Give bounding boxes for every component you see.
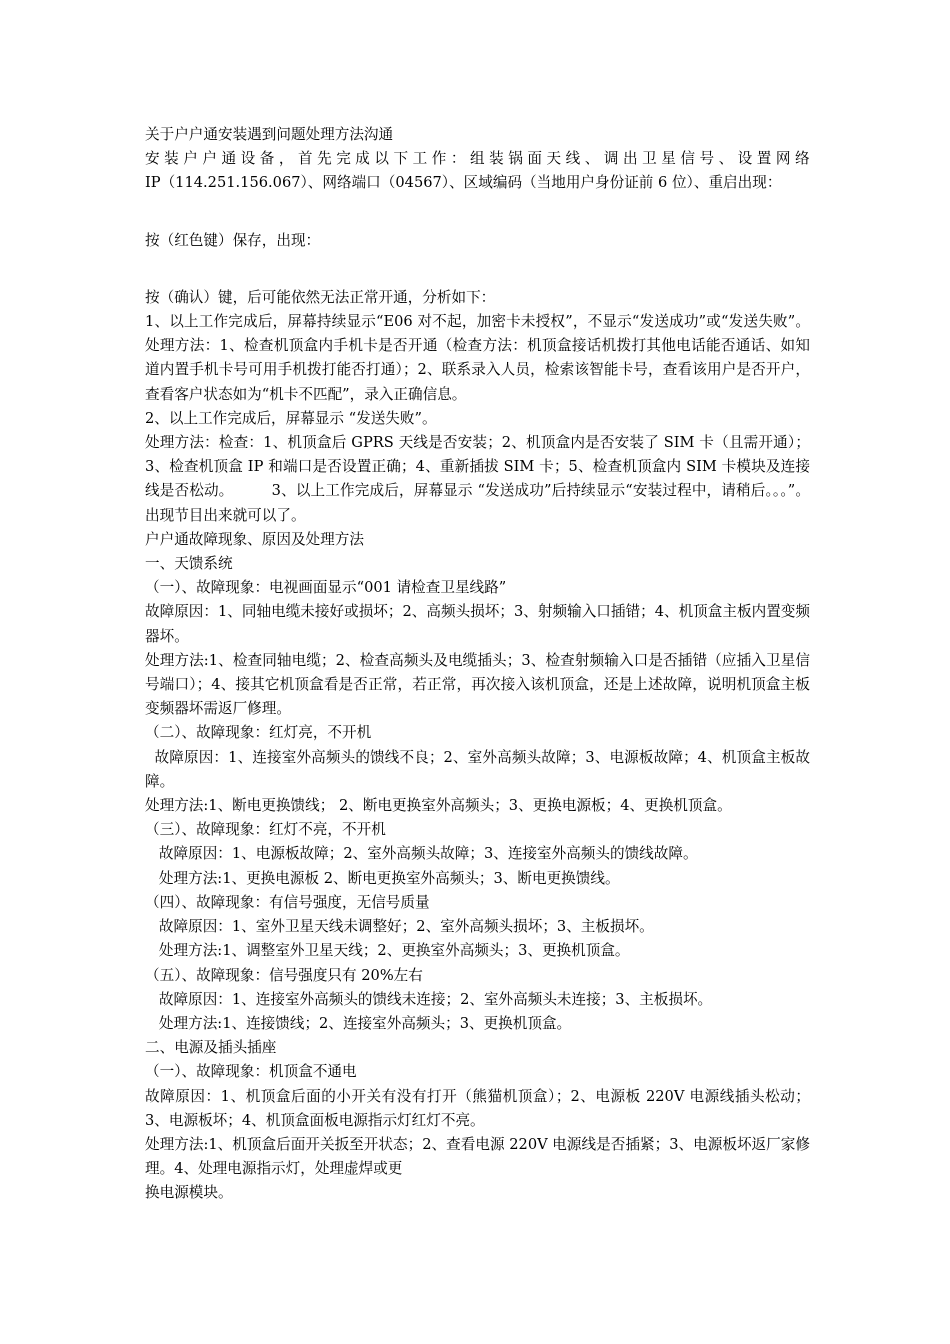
fault-2-1-method-cont: 换电源模块。 (145, 1184, 233, 1202)
section-heading-1: 一、天馈系统 (145, 555, 233, 573)
fault-1-3-symptom: （三）、故障现象：红灯不亮，不开机 (145, 821, 386, 839)
section-heading-faults: 户户通故障现象、原因及处理方法 (145, 530, 364, 548)
fault-1-4-cause: 故障原因：1、室外卫星天线未调整好；2、室外高频头损坏；3、主板损坏。 (145, 918, 654, 936)
section-heading-2: 二、电源及插头插座 (145, 1039, 277, 1057)
paragraph-save: 按（红色键）保存，出现： (145, 231, 321, 249)
paragraph-case-2: 2、以上工作完成后，屏幕显示 “发送失败”。 (145, 409, 437, 427)
fault-1-4-symptom: （四）、故障现象：有信号强度，无信号质量 (145, 893, 430, 911)
fault-1-3-cause: 故障原因：1、电源板故障；2、室外高频头故障；3、连接室外高频头的馈线故障。 (145, 845, 698, 863)
fault-2-1-symptom: （一）、故障现象：机顶盒不通电 (145, 1063, 357, 1081)
paragraph-intro-line2: IP（114.251.156.067）、网络端口（04567）、区域编码（当地用户身份证前 6 位）、重启出现： (145, 174, 782, 192)
doc-title: 关于户户通安装遇到问题处理方法沟通 (145, 126, 394, 143)
fault-1-2-symptom: （二）、故障现象：红灯亮，不开机 (145, 724, 372, 742)
fault-1-5-method: 处理方法:1、连接馈线；2、连接室外高频头；3、更换机顶盒。 (145, 1014, 572, 1032)
paragraph-intro-line1: 安装户户通设备，首先完成以下工作：组装锅面天线、调出卫星信号、设置网络 (145, 150, 810, 168)
fault-1-5-cause: 故障原因：1、连接室外高频头的馈线未连接；2、室外高频头未连接；3、主板损坏。 (145, 990, 713, 1008)
fault-1-1-symptom: （一）、故障现象：电视画面显示“001 请检查卫星线路” (145, 579, 507, 597)
document-body (145, 123, 857, 1206)
paragraph-confirm: 按（确认）键，后可能依然无法正常开通，分析如下： (145, 288, 496, 306)
fault-2-1-method: 处理方法:1、机顶盒后面开关扳至开状态；2、查看电源 220V 电源线是否插紧；3、电源板坏返厂家修理。4、处理电源指示灯，处理虚焊或更 (145, 1135, 810, 1178)
fault-1-2-method: 处理方法:1、断电更换馈线； 2、断电更换室外高频头；3、更换电源板；4、更换机顶盒。 (145, 797, 732, 815)
fault-1-1-method: 处理方法:1、检查同轴电缆；2、检查高频头及电缆插头；3、检查射频输入口是否插错（应插入卫星信号端口）；4、接其它机顶盒看是否正常，若正常，再次接入该机顶盒，还是上述故障，说明机顶盒主板变频器坏需返厂修理。 (145, 651, 810, 718)
fault-1-3-method: 处理方法:1、更换电源板 2、断电更换室外高频头；3、断电更换馈线。 (145, 869, 620, 887)
blank-line (145, 253, 810, 286)
fault-1-5-symptom: （五）、故障现象：信号强度只有 20%左右 (145, 966, 423, 984)
fault-2-1-cause: 故障原因：1、机顶盒后面的小开关有没有打开（熊猫机顶盒）；2、电源板 220V 电源线插头松动；3、电源板坏；4、机顶盒面板电源指示灯红灯不亮。 (145, 1087, 810, 1129)
blank-line (145, 196, 810, 229)
fault-1-2-cause: 故障原因：1、连接室外高频头的馈线不良；2、室外高频头故障；3、电源板故障；4、机顶盒主板故障。 (145, 748, 810, 790)
fault-1-1-cause: 故障原因：1、同轴电缆未接好或损坏；2、高频头损坏；3、射频输入口插错；4、机顶盒主板内置变频器坏。 (145, 603, 810, 645)
fault-1-4-method: 处理方法:1、调整室外卫星天线；2、更换室外高频头；3、更换机顶盒。 (145, 942, 630, 960)
paragraph-case-1: 1、以上工作完成后，屏幕持续显示“E06 对不起，加密卡未授权”，不显示“发送成功”或“发送失败”。 处理方法：1、检查机顶盒内手机卡是否开通（检查方法：机顶盒接话机拨打其他电话能否通话、如知道内置手机卡号可用手机拨打能否打通）；2、联系录入人员，检索该智能卡号，查看该用户是否开户，查看客户状态如为“机卡不匹配”，录入正确信息。 (145, 313, 857, 403)
paragraph-case-2-method: 处理方法：检查：1、机顶盒后 GPRS 天线是否安装；2、机顶盒内是否安装了 SIM 卡（且需开通）；3、检查机顶盒 IP 和端口是否设置正确；4、重新插拔 SIM 卡；5、检查机顶盒内 SIM 卡模块及连接线是否松动。 3、以上工作完成后，屏幕显示 “发送成功”后持续显示“安装过程中，请稍后。。。”。 出现节目出来就可以了。 (145, 434, 838, 524)
